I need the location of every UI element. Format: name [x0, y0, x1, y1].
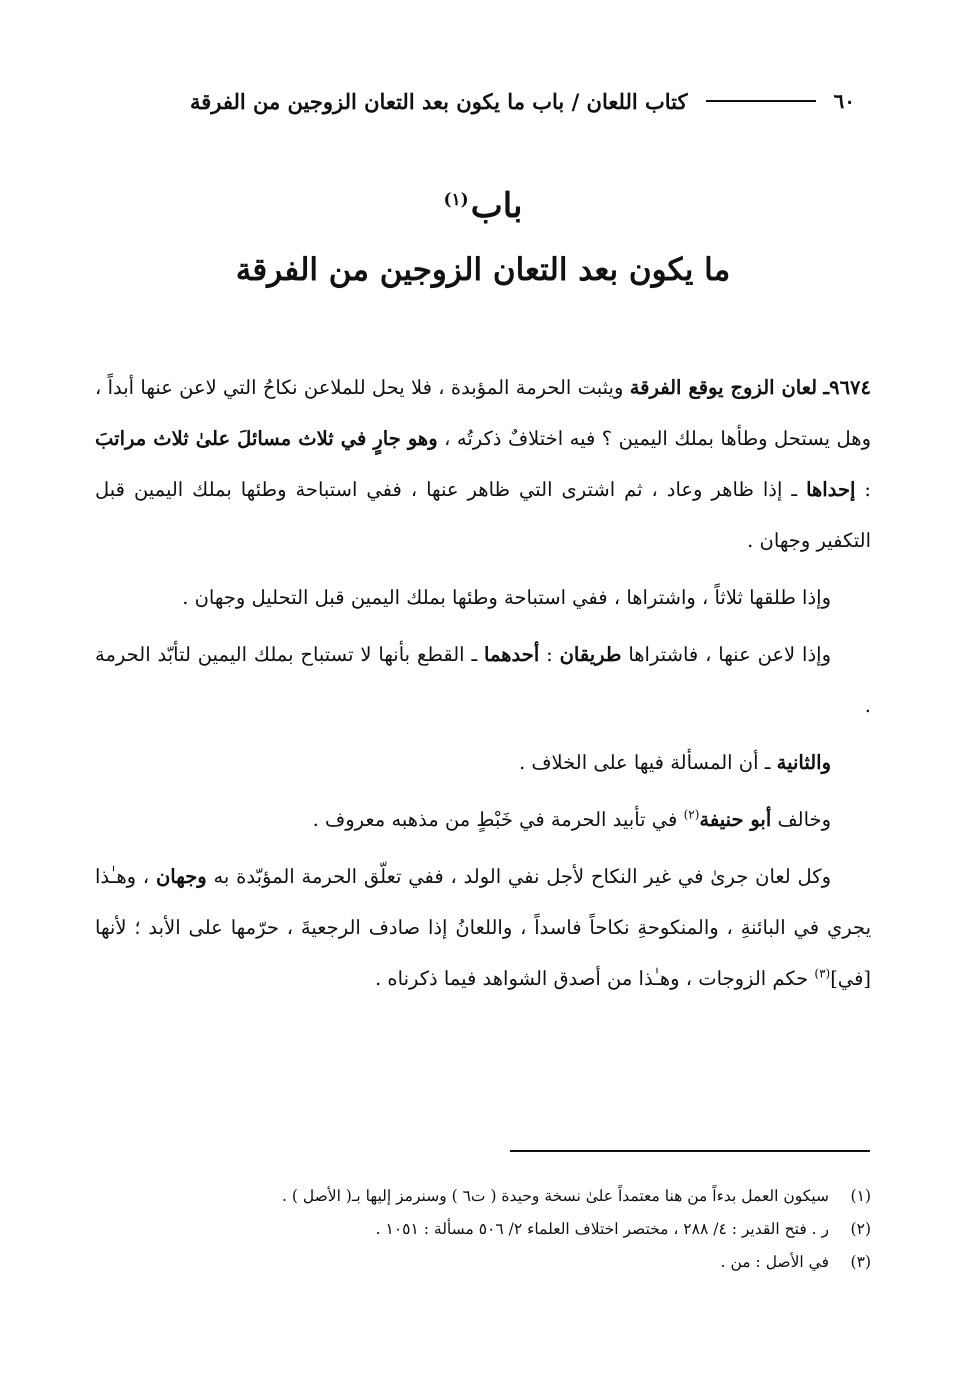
- p3-text-2: :: [539, 643, 560, 666]
- p4-text-1: ـ أن المسألة فيها على الخلاف .: [518, 751, 777, 774]
- p1-text-2: :: [855, 478, 871, 501]
- body-text: [95, 362, 871, 1004]
- running-title: كتاب اللعان / باب ما يكون بعد التعان الزوجين من الفرقة: [189, 88, 688, 114]
- p1-bold-1: لعان الزوج يوقع الفرقة: [629, 376, 818, 399]
- issue-number: ٩٦٧٤ـ: [823, 376, 871, 399]
- p6-text-3: حكم الزوجات ، وهـٰذا من أصدق الشواهد فيما ذكرناه .: [375, 967, 815, 990]
- p3-text-1: وإذا لاعن عنها ، فاشتراها: [621, 643, 831, 666]
- p1-text-3: ـ إذا ظاهر وعاد ، ثم اشترى التي ظاهر عنها ، ففي استباحة وطئها بملك اليمين قبل التكفير وجهان .: [95, 478, 871, 552]
- footnote-separator: [510, 1150, 870, 1152]
- footnote-text: ر . فتح القدير : ٤/ ٢٨٨ ، مختصر اختلاف العلماء ٢/ ٥٠٦ مسألة : ١٠٥١ .: [375, 1220, 829, 1238]
- p1-bold-3: إحداها: [806, 478, 856, 501]
- footnote-text: في الأصل : من .: [720, 1253, 829, 1271]
- footnote-number: (٣): [850, 1253, 871, 1271]
- chapter-footnote-mark: (١): [443, 189, 469, 210]
- footnote-text: سيكون العمل بدءاً من هنا معتمداً علىٰ نسخة وحيدة ( ت٦ ) وسنرمز إليها بـ( الأصل ) .: [282, 1187, 829, 1205]
- footnote-number: (١): [850, 1187, 871, 1205]
- running-header: [95, 86, 855, 116]
- p3-bold-1: طريقان: [559, 643, 622, 666]
- chapter-title: ما يكون بعد التعان الزوجين من الفرقة: [235, 252, 731, 288]
- footnote-1: [95, 1180, 871, 1213]
- p4-bold-1: والثانية: [776, 751, 831, 774]
- paragraph-6: [95, 851, 871, 1004]
- p5-bold-1: أبو حنيفة: [699, 808, 772, 831]
- p5-text-2: في تأبيد الحرمة في خَبْطٍ من مذهبه معروف .: [312, 808, 684, 831]
- p3-bold-2: أحدهما: [484, 643, 540, 666]
- p6-text-2: ، وهـٰذا يجري في البائنةِ ، والمنكوحةِ نكاحاً فاسداً ، واللعانُ إذا صادف الرجعيةَ ، حرّمها على الأبد ؛ لأنها [في]: [95, 865, 871, 990]
- footnotes: [95, 1180, 871, 1279]
- paragraph-2: وإذا طلقها ثلاثاً ، واشتراها ، ففي استباحة وطئها بملك اليمين قبل التحليل وجهان .: [182, 586, 831, 609]
- p6-text-1: وكل لعان جرىٰ في غير النكاح لأجل نفي الولد ، ففي تعلّق الحرمة المؤبّدة به: [206, 865, 831, 888]
- footnote-ref-2[interactable]: (٢): [683, 807, 700, 822]
- footnote-3: [95, 1246, 871, 1279]
- p3-text-3: ـ القطع بأنها لا تستباح بملك اليمين لتأبّد الحرمة .: [95, 643, 871, 717]
- p1-bold-2: وهو جارٍ في ثلاث مسائلَ علىٰ ثلاث مراتبَ: [95, 427, 438, 450]
- paragraph-5: [95, 794, 871, 845]
- footnote-ref-3[interactable]: (٣): [814, 966, 831, 981]
- p1-text-1: ويثبت الحرمة المؤبدة ، فلا يحل للملاعن نكاحُ التي لاعن عنها أبداً ، وهل يستحل وطأها بملك اليمين ؟ فيه اختلافٌ ذكرتُه ،: [95, 376, 871, 450]
- chapter-label: [95, 186, 871, 226]
- footnote-number: (٢): [850, 1220, 871, 1238]
- paragraph-4: [95, 737, 871, 788]
- footnote-2: [95, 1213, 871, 1246]
- p5-text-1: وخالف: [771, 808, 831, 831]
- paragraph-1: [95, 362, 871, 566]
- page-number: ٦٠: [833, 89, 855, 113]
- chapter-label-text: باب: [470, 186, 523, 226]
- p6-bold-1: وجهان: [155, 865, 207, 888]
- header-rule: [706, 100, 816, 102]
- paragraph-3: [95, 629, 871, 731]
